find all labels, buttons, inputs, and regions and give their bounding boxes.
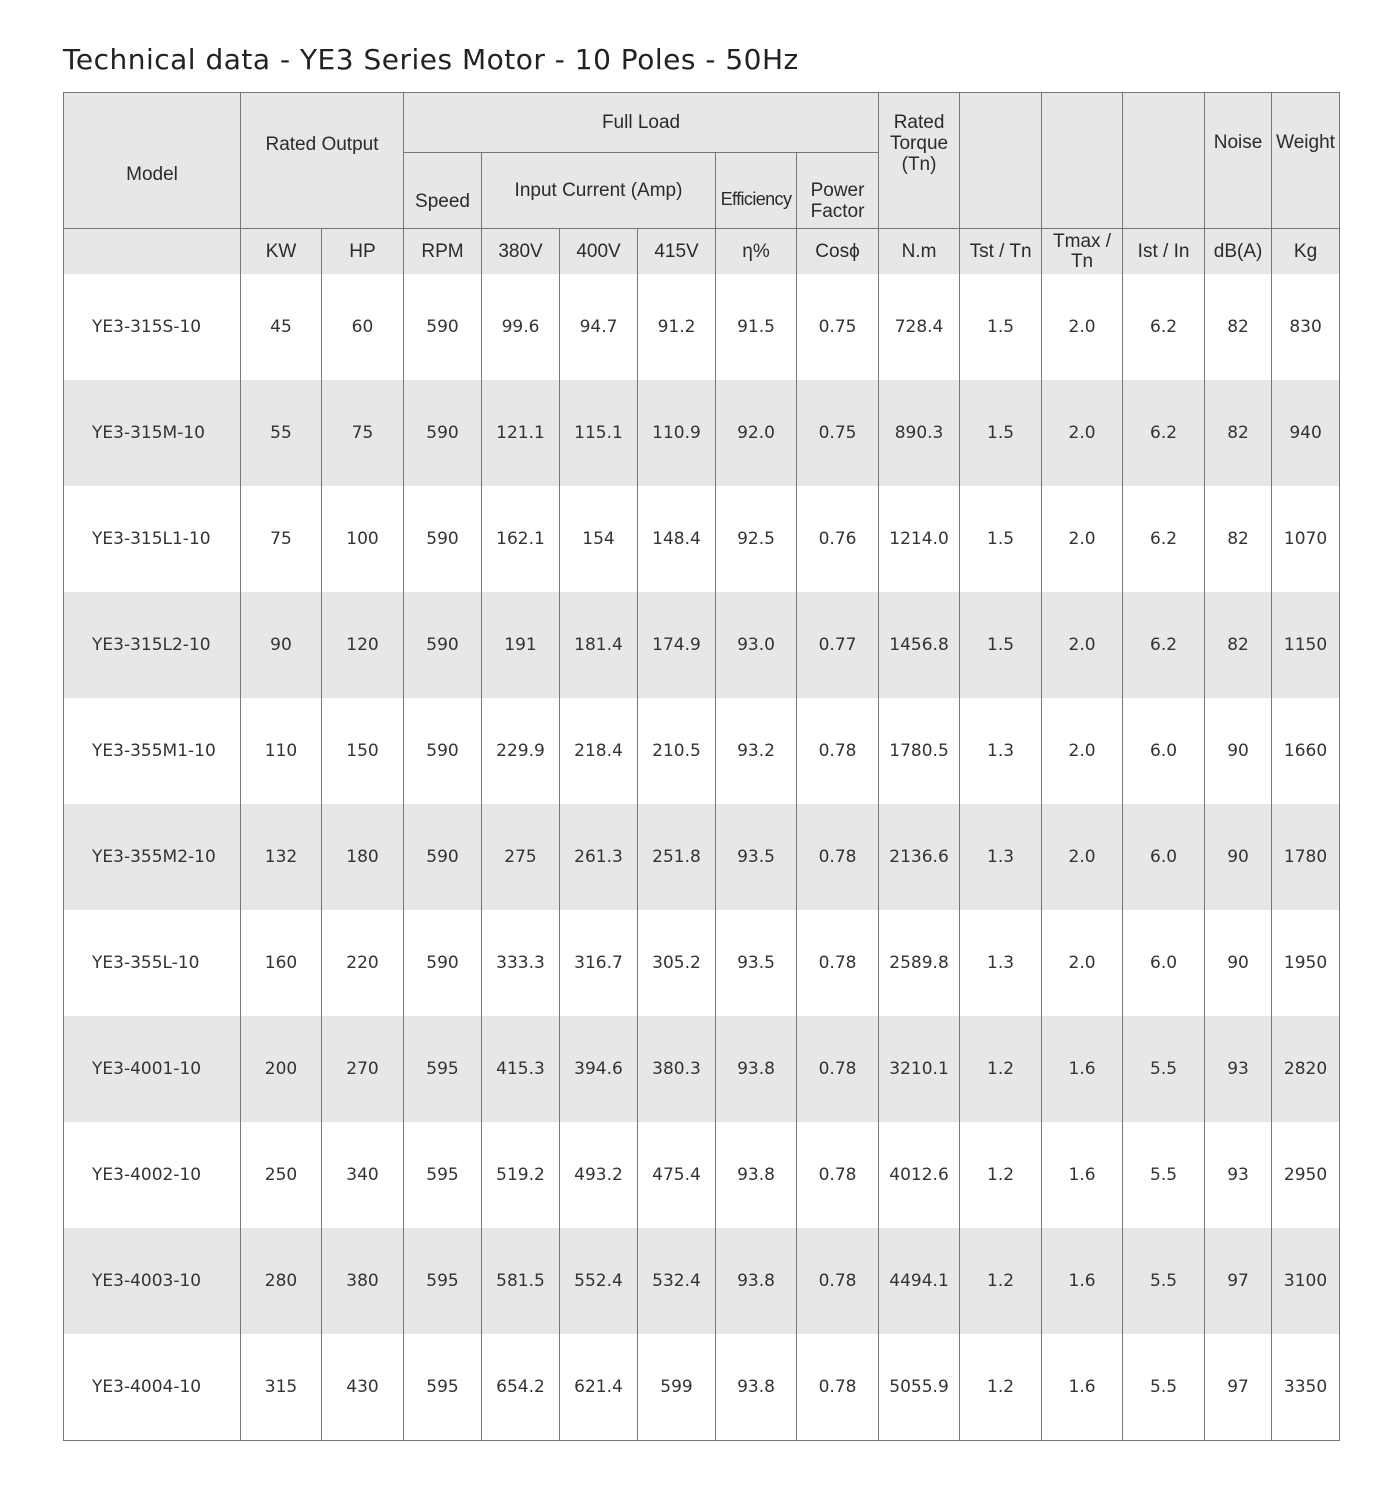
cell-efficiency: 93.8 [716, 1122, 797, 1228]
cell-kw: 110 [241, 698, 322, 804]
cell-rated-torque: 2136.6 [879, 804, 960, 910]
header-rated-torque-line3: (Tn) [901, 154, 937, 175]
cell-current-415v: 174.9 [638, 592, 716, 698]
cell-current-380v: 654.2 [482, 1334, 560, 1441]
cell-hp: 430 [322, 1334, 404, 1441]
cell-tst-tn: 1.3 [960, 804, 1042, 910]
cell-power-factor: 0.77 [797, 592, 879, 698]
cell-model: YE3-355M2-10 [64, 804, 241, 910]
cell-weight: 1950 [1272, 910, 1340, 1016]
cell-model: YE3-315L2-10 [64, 592, 241, 698]
cell-rated-torque: 5055.9 [879, 1334, 960, 1441]
cell-kw: 90 [241, 592, 322, 698]
cell-tmax-tn: 1.6 [1042, 1228, 1123, 1334]
cell-weight: 2820 [1272, 1016, 1340, 1122]
cell-rpm: 590 [404, 380, 482, 486]
cell-hp: 150 [322, 698, 404, 804]
cell-kw: 315 [241, 1334, 322, 1441]
cell-weight: 940 [1272, 380, 1340, 486]
cell-weight: 1780 [1272, 804, 1340, 910]
cell-current-400v: 154 [560, 486, 638, 592]
cell-current-415v: 599 [638, 1334, 716, 1441]
cell-efficiency: 91.5 [716, 274, 797, 380]
cell-ist-in: 5.5 [1123, 1228, 1205, 1334]
cell-tst-tn: 1.5 [960, 592, 1042, 698]
cell-kw: 250 [241, 1122, 322, 1228]
cell-power-factor: 0.76 [797, 486, 879, 592]
unit-tmax-line2: Tn [1070, 251, 1094, 273]
unit-tmax-tn [1042, 229, 1123, 274]
cell-tst-tn: 1.3 [960, 910, 1042, 1016]
table-row [64, 1122, 1340, 1228]
cell-tst-tn: 1.5 [960, 380, 1042, 486]
header-empty-2 [1042, 93, 1123, 229]
cell-power-factor: 0.78 [797, 910, 879, 1016]
cell-tmax-tn: 1.6 [1042, 1122, 1123, 1228]
cell-current-380v: 121.1 [482, 380, 560, 486]
cell-kw: 75 [241, 486, 322, 592]
cell-efficiency: 93.8 [716, 1228, 797, 1334]
cell-tmax-tn: 2.0 [1042, 910, 1123, 1016]
cell-tst-tn: 1.2 [960, 1122, 1042, 1228]
cell-rated-torque: 1456.8 [879, 592, 960, 698]
cell-ist-in: 6.2 [1123, 380, 1205, 486]
cell-current-400v: 552.4 [560, 1228, 638, 1334]
header-efficiency: Efficiency [716, 153, 797, 229]
cell-rpm: 595 [404, 1122, 482, 1228]
cell-rpm: 595 [404, 1334, 482, 1441]
cell-hp: 380 [322, 1228, 404, 1334]
cell-current-400v: 115.1 [560, 380, 638, 486]
header-rated-torque-line1: Rated [893, 112, 945, 133]
unit-400v: 400V [560, 229, 638, 274]
table-row [64, 1334, 1340, 1441]
table-body [64, 274, 1340, 1441]
cell-rpm: 590 [404, 486, 482, 592]
cell-noise: 82 [1205, 380, 1272, 486]
cell-rated-torque: 3210.1 [879, 1016, 960, 1122]
cell-current-400v: 181.4 [560, 592, 638, 698]
cell-hp: 75 [322, 380, 404, 486]
unit-cosphi: Cosϕ [797, 229, 879, 274]
cell-current-380v: 275 [482, 804, 560, 910]
unit-tst-tn: Tst / Tn [960, 229, 1042, 274]
cell-tst-tn: 1.2 [960, 1016, 1042, 1122]
cell-efficiency: 92.0 [716, 380, 797, 486]
unit-dba: dB(A) [1205, 229, 1272, 274]
header-power-factor [797, 153, 879, 229]
header-speed: Speed [404, 153, 482, 229]
cell-ist-in: 5.5 [1123, 1334, 1205, 1441]
unit-ist-in: Ist / In [1123, 229, 1205, 274]
cell-noise: 93 [1205, 1016, 1272, 1122]
table-row [64, 1016, 1340, 1122]
unit-kw: KW [241, 229, 322, 274]
unit-hp: HP [322, 229, 404, 274]
cell-ist-in: 5.5 [1123, 1122, 1205, 1228]
cell-current-400v: 493.2 [560, 1122, 638, 1228]
cell-current-380v: 191 [482, 592, 560, 698]
cell-rpm: 590 [404, 274, 482, 380]
cell-noise: 82 [1205, 592, 1272, 698]
table-row [64, 274, 1340, 380]
cell-kw: 280 [241, 1228, 322, 1334]
cell-weight: 830 [1272, 274, 1340, 380]
cell-power-factor: 0.78 [797, 1016, 879, 1122]
cell-tst-tn: 1.3 [960, 698, 1042, 804]
cell-ist-in: 6.0 [1123, 910, 1205, 1016]
cell-kw: 55 [241, 380, 322, 486]
cell-tst-tn: 1.5 [960, 486, 1042, 592]
cell-hp: 120 [322, 592, 404, 698]
cell-power-factor: 0.78 [797, 1334, 879, 1441]
cell-ist-in: 6.2 [1123, 274, 1205, 380]
cell-ist-in: 6.2 [1123, 592, 1205, 698]
cell-efficiency: 92.5 [716, 486, 797, 592]
cell-model: YE3-4002-10 [64, 1122, 241, 1228]
cell-rpm: 590 [404, 698, 482, 804]
cell-power-factor: 0.78 [797, 804, 879, 910]
cell-current-415v: 532.4 [638, 1228, 716, 1334]
unit-nm: N.m [879, 229, 960, 274]
cell-tmax-tn: 1.6 [1042, 1016, 1123, 1122]
cell-rpm: 590 [404, 804, 482, 910]
cell-noise: 82 [1205, 274, 1272, 380]
unit-rpm: RPM [404, 229, 482, 274]
cell-ist-in: 6.0 [1123, 804, 1205, 910]
cell-weight: 1660 [1272, 698, 1340, 804]
cell-current-415v: 148.4 [638, 486, 716, 592]
cell-power-factor: 0.78 [797, 1228, 879, 1334]
table-row [64, 592, 1340, 698]
header-model-spacer [64, 229, 241, 274]
cell-current-380v: 415.3 [482, 1016, 560, 1122]
cell-current-415v: 380.3 [638, 1016, 716, 1122]
cell-tmax-tn: 2.0 [1042, 486, 1123, 592]
cell-current-400v: 218.4 [560, 698, 638, 804]
cell-efficiency: 93.8 [716, 1334, 797, 1441]
cell-model: YE3-355L-10 [64, 910, 241, 1016]
unit-415v: 415V [638, 229, 716, 274]
cell-weight: 2950 [1272, 1122, 1340, 1228]
cell-current-400v: 621.4 [560, 1334, 638, 1441]
table-row [64, 698, 1340, 804]
cell-hp: 180 [322, 804, 404, 910]
cell-rated-torque: 2589.8 [879, 910, 960, 1016]
header-model: Model [64, 93, 241, 229]
cell-current-415v: 475.4 [638, 1122, 716, 1228]
cell-rated-torque: 728.4 [879, 274, 960, 380]
cell-rated-torque: 1780.5 [879, 698, 960, 804]
cell-power-factor: 0.75 [797, 274, 879, 380]
cell-rpm: 590 [404, 910, 482, 1016]
cell-current-380v: 229.9 [482, 698, 560, 804]
cell-weight: 1150 [1272, 592, 1340, 698]
cell-hp: 100 [322, 486, 404, 592]
cell-current-415v: 305.2 [638, 910, 716, 1016]
header-rated-output: Rated Output [241, 93, 404, 229]
unit-eta: η% [716, 229, 797, 274]
header-empty-1 [960, 93, 1042, 229]
cell-model: YE3-315L1-10 [64, 486, 241, 592]
cell-model: YE3-4004-10 [64, 1334, 241, 1441]
cell-tmax-tn: 2.0 [1042, 380, 1123, 486]
unit-380v: 380V [482, 229, 560, 274]
cell-efficiency: 93.5 [716, 910, 797, 1016]
cell-current-380v: 99.6 [482, 274, 560, 380]
cell-hp: 270 [322, 1016, 404, 1122]
unit-kg: Kg [1272, 229, 1340, 274]
cell-current-400v: 261.3 [560, 804, 638, 910]
header-empty-3 [1123, 93, 1205, 229]
cell-current-380v: 519.2 [482, 1122, 560, 1228]
cell-noise: 93 [1205, 1122, 1272, 1228]
cell-model: YE3-315M-10 [64, 380, 241, 486]
cell-efficiency: 93.8 [716, 1016, 797, 1122]
cell-hp: 60 [322, 274, 404, 380]
table-row [64, 380, 1340, 486]
cell-weight: 3350 [1272, 1334, 1340, 1441]
cell-efficiency: 93.5 [716, 804, 797, 910]
cell-weight: 3100 [1272, 1228, 1340, 1334]
cell-tmax-tn: 2.0 [1042, 804, 1123, 910]
cell-efficiency: 93.0 [716, 592, 797, 698]
cell-hp: 340 [322, 1122, 404, 1228]
cell-hp: 220 [322, 910, 404, 1016]
cell-current-400v: 94.7 [560, 274, 638, 380]
cell-tmax-tn: 2.0 [1042, 698, 1123, 804]
cell-noise: 90 [1205, 698, 1272, 804]
cell-model: YE3-4001-10 [64, 1016, 241, 1122]
cell-power-factor: 0.78 [797, 1122, 879, 1228]
cell-current-380v: 162.1 [482, 486, 560, 592]
cell-kw: 200 [241, 1016, 322, 1122]
cell-ist-in: 6.2 [1123, 486, 1205, 592]
technical-data-table [63, 92, 1340, 1441]
cell-kw: 132 [241, 804, 322, 910]
cell-ist-in: 5.5 [1123, 1016, 1205, 1122]
cell-noise: 90 [1205, 804, 1272, 910]
cell-tmax-tn: 2.0 [1042, 592, 1123, 698]
cell-rpm: 595 [404, 1016, 482, 1122]
cell-rated-torque: 4012.6 [879, 1122, 960, 1228]
header-full-load: Full Load [404, 93, 879, 153]
cell-model: YE3-315S-10 [64, 274, 241, 380]
cell-current-400v: 394.6 [560, 1016, 638, 1122]
header-input-current: Input Current (Amp) [482, 153, 716, 229]
cell-noise: 90 [1205, 910, 1272, 1016]
cell-kw: 45 [241, 274, 322, 380]
cell-power-factor: 0.75 [797, 380, 879, 486]
cell-kw: 160 [241, 910, 322, 1016]
cell-current-400v: 316.7 [560, 910, 638, 1016]
header-power-factor-line2: Factor [810, 200, 865, 222]
cell-rpm: 590 [404, 592, 482, 698]
table-row [64, 486, 1340, 592]
unit-tmax-line1: Tmax / [1053, 231, 1112, 253]
cell-tst-tn: 1.2 [960, 1334, 1042, 1441]
cell-power-factor: 0.78 [797, 698, 879, 804]
cell-model: YE3-4003-10 [64, 1228, 241, 1334]
cell-noise: 97 [1205, 1334, 1272, 1441]
header-rated-torque-line2: Torque [889, 133, 949, 154]
cell-ist-in: 6.0 [1123, 698, 1205, 804]
cell-tmax-tn: 1.6 [1042, 1334, 1123, 1441]
cell-model: YE3-355M1-10 [64, 698, 241, 804]
cell-weight: 1070 [1272, 486, 1340, 592]
header-rated-torque [879, 93, 960, 229]
table-header [64, 93, 1340, 274]
cell-noise: 82 [1205, 486, 1272, 592]
cell-current-380v: 333.3 [482, 910, 560, 1016]
cell-efficiency: 93.2 [716, 698, 797, 804]
table-row [64, 910, 1340, 1016]
table-row [64, 1228, 1340, 1334]
cell-current-415v: 91.2 [638, 274, 716, 380]
cell-rated-torque: 890.3 [879, 380, 960, 486]
header-weight: Weight [1272, 93, 1340, 229]
cell-current-415v: 251.8 [638, 804, 716, 910]
cell-rated-torque: 1214.0 [879, 486, 960, 592]
header-noise: Noise [1205, 93, 1272, 229]
table-row [64, 804, 1340, 910]
page-title: Technical data - YE3 Series Motor - 10 Poles - 50Hz [63, 42, 799, 76]
header-power-factor-line1: Power [810, 179, 865, 201]
cell-rated-torque: 4494.1 [879, 1228, 960, 1334]
cell-noise: 97 [1205, 1228, 1272, 1334]
cell-tst-tn: 1.5 [960, 274, 1042, 380]
cell-tmax-tn: 2.0 [1042, 274, 1123, 380]
cell-tst-tn: 1.2 [960, 1228, 1042, 1334]
cell-rpm: 595 [404, 1228, 482, 1334]
cell-current-415v: 210.5 [638, 698, 716, 804]
cell-current-380v: 581.5 [482, 1228, 560, 1334]
cell-current-415v: 110.9 [638, 380, 716, 486]
